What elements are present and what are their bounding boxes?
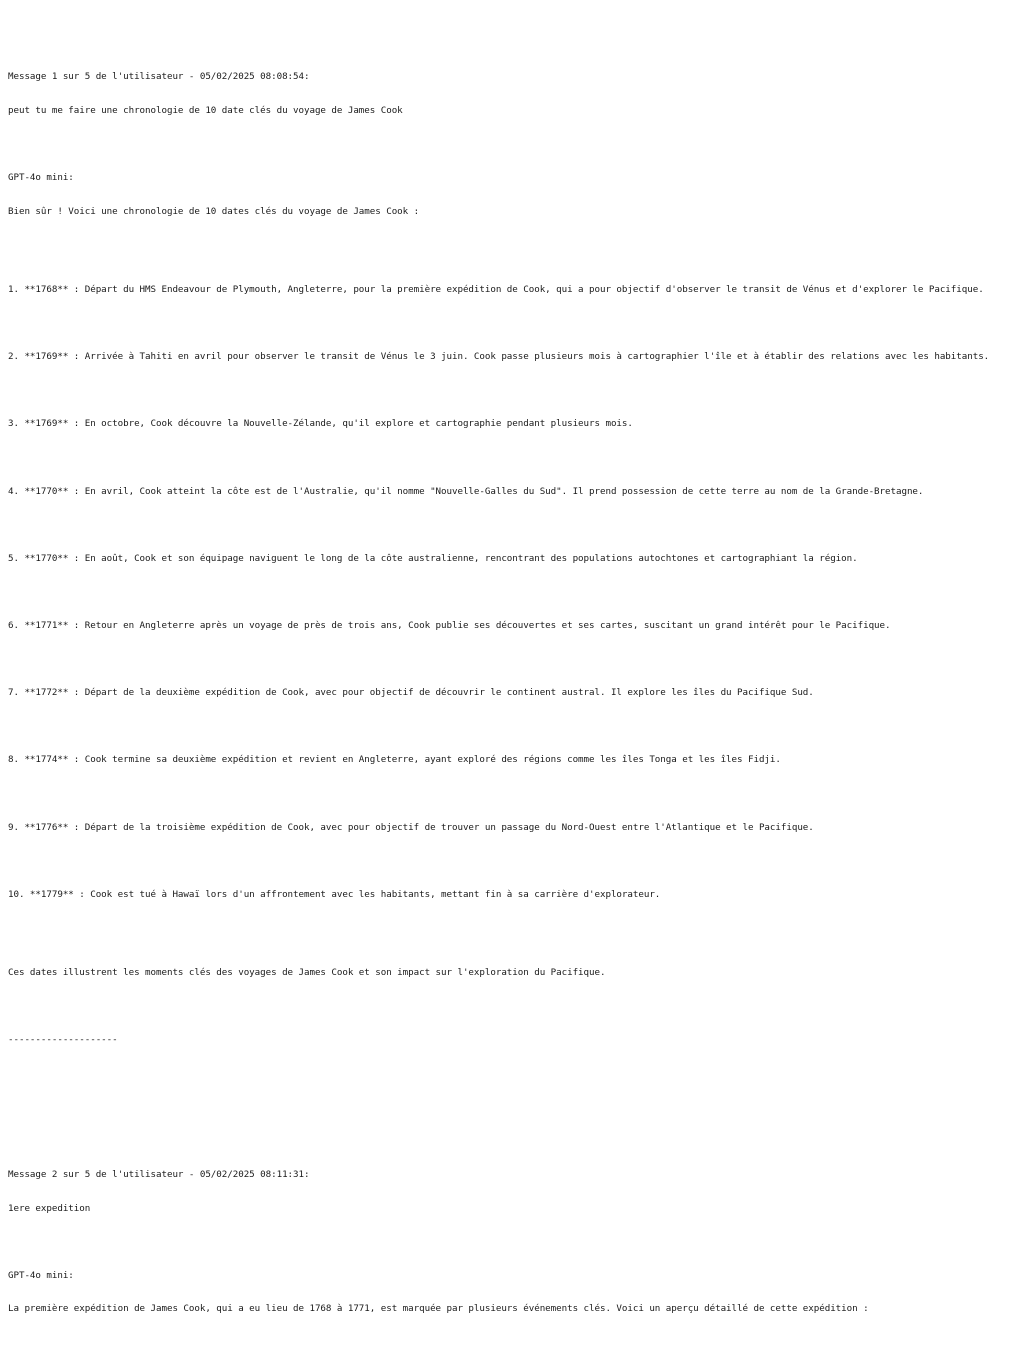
spacer (8, 1001, 1018, 1012)
spacer (8, 1068, 1018, 1079)
message-header: Message 2 sur 5 de l'utilisateur - 05/02/2025 08:11:31: (8, 1168, 310, 1180)
spacer (8, 385, 1018, 396)
timeline-item: 4. **1770** : En avril, Cook atteint la côte est de l'Australie, qu'il nomme "Nouvelle-Galles du Sud". Il prend possession de cette terre au nom de la Grande-Bretagne. (8, 485, 924, 497)
spacer (8, 922, 1018, 933)
spacer (8, 519, 1018, 530)
user-message-text: peut tu me faire une chronologie de 10 date clés du voyage de James Cook (8, 104, 403, 116)
spacer (8, 788, 1018, 799)
message-block (8, 49, 1018, 1102)
timeline-item: 9. **1776** : Départ de la troisième expédition de Cook, avec pour objectif de trouver un passage du Nord-Ouest entre l'Atlantique et le Pacifique. (8, 821, 814, 833)
assistant-label: GPT-4o mini: (8, 172, 74, 184)
timeline-item: 5. **1770** : En août, Cook et son équipage naviguent le long de la côte australienne, rencontrant des populations autochtones et cartographiant la région. (8, 552, 858, 564)
timeline-item: 7. **1772** : Départ de la deuxième expédition de Cook, avec pour objectif de découvrir le continent austral. Il explore les îles du Pacifique Sud. (8, 687, 814, 699)
spacer (8, 721, 1018, 732)
message-header: Message 1 sur 5 de l'utilisateur - 05/02/2025 08:08:54: (8, 71, 310, 83)
spacer (8, 654, 1018, 665)
chat-transcript (8, 4, 1018, 1359)
timeline-item: 6. **1771** : Retour en Angleterre après un voyage de près de trois ans, Cook publie ses découvertes et ses cartes, suscitant un grand intérêt pour le Pacifique. (8, 620, 891, 632)
timeline-item: 8. **1774** : Cook termine sa deuxième expédition et revient en Angleterre, ayant exploré des régions comme les îles Tonga et les îles Fidji. (8, 754, 781, 766)
message-separator: -------------------- (8, 1034, 118, 1046)
spacer (8, 239, 1018, 250)
spacer (8, 318, 1018, 329)
spacer (8, 452, 1018, 463)
spacer (8, 855, 1018, 866)
timeline-item: 1. **1768** : Départ du HMS Endeavour de Plymouth, Angleterre, pour la première expédition de Cook, qui a pour objectif d'observer le transit de Vénus et d'explorer le Pacifique. (8, 284, 984, 296)
timeline-item: 2. **1769** : Arrivée à Tahiti en avril pour observer le transit de Vénus le 3 juin. Cook passe plusieurs mois à cartographier l'île et à établir des relations avec les habitants. (8, 351, 990, 363)
timeline-item: 3. **1769** : En octobre, Cook découvre la Nouvelle-Zélande, qu'il explore et cartographie pendant plusieurs mois. (8, 418, 633, 430)
assistant-label: GPT-4o mini: (8, 1269, 74, 1281)
assistant-intro: La première expédition de James Cook, qui a eu lieu de 1768 à 1771, est marquée par plusieurs événements clés. Voici un aperçu détaillé de cette expédition : (8, 1303, 869, 1315)
assistant-conclusion: Ces dates illustrent les moments clés des voyages de James Cook et son impact sur l'exploration du Pacifique. (8, 967, 606, 979)
spacer (8, 1236, 1018, 1247)
spacer (8, 138, 1018, 149)
timeline-item: 10. **1779** : Cook est tué à Hawaï lors d'un affrontement avec les habitants, mettant fin à sa carrière d'explorateur. (8, 888, 661, 900)
assistant-intro: Bien sûr ! Voici une chronologie de 10 dates clés du voyage de James Cook : (8, 205, 420, 217)
spacer (8, 586, 1018, 597)
message-block (8, 1147, 1018, 1337)
user-message-text: 1ere expedition (8, 1202, 91, 1214)
